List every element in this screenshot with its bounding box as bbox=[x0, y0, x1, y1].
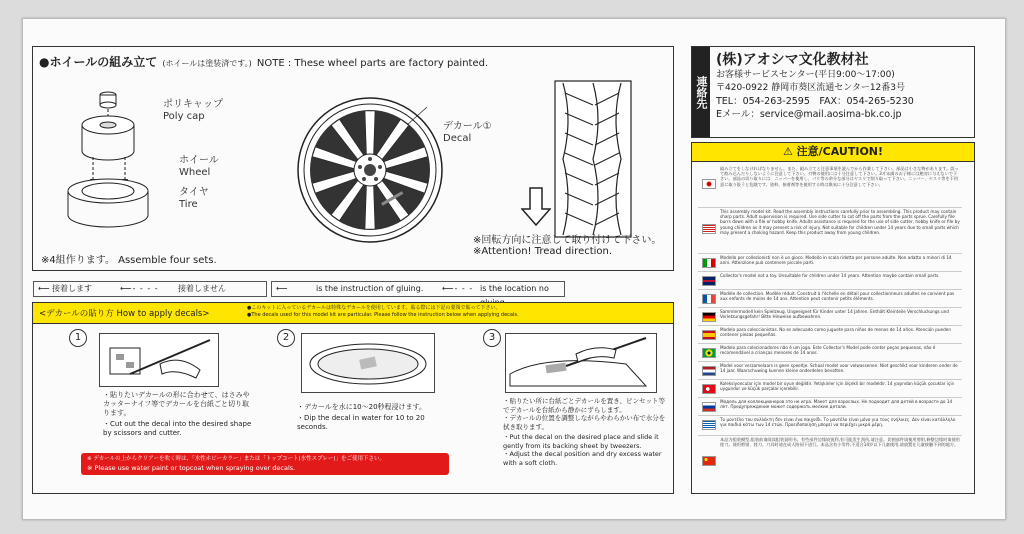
caution-text-ru: Модель для коллекционеров это не игра. Макет для взрослых. Не подходит для детей в возрасте до 14 лет. Предупреждение может содержать мелкие детали. bbox=[720, 399, 953, 410]
decal-header-bar bbox=[33, 303, 673, 324]
caution-row-jp bbox=[698, 165, 962, 205]
flag-france-icon bbox=[702, 294, 716, 304]
step-1-illustration bbox=[99, 333, 219, 387]
flag-russia-icon bbox=[702, 402, 716, 412]
noglue-label-jp: 接着しません bbox=[178, 284, 226, 293]
company-phone-fax: TEL：054-263-2595 FAX：054-265-5230 bbox=[716, 96, 914, 107]
caution-text-de: Sammlermodell kein Spielzeug. Ungeeignet für Kinder unter 14 Jahren. Enthält Kleinteile Verschluckungs und Verletzungsgefahr! Bitte Hinweise aufbewahren. bbox=[720, 309, 949, 320]
step-3-text-jp: ・貼りたい所に台紙ごとデカールを置き、ピンセット等でデカールを台紙から静かにずらします。 bbox=[503, 397, 665, 414]
caution-text-fr: Modèle de collection. Modèle réduit. Construit à l'échelle en détail pour collectionneurs adultes ne convient pas aux enfants de moins de 14 ans. Attention peut contenir petits éléments. bbox=[720, 291, 955, 302]
flag-turkey-icon bbox=[702, 384, 716, 394]
step-2-text-jp: ・デカールを水に10～20秒程浸けます。 bbox=[297, 403, 426, 411]
step-2-text-en: ・Dip the decal in water for 10 to 20 seconds. bbox=[297, 414, 425, 431]
topcoat-warning-banner bbox=[81, 453, 449, 475]
flag-uk-icon bbox=[702, 276, 716, 286]
contact-side-label bbox=[692, 47, 710, 137]
company-name: (株)アオシマ文化教材社 bbox=[716, 52, 869, 68]
caution-row-it bbox=[698, 253, 962, 272]
flag-netherlands-icon bbox=[702, 366, 716, 376]
noglue-label-en: is the location no bbox=[480, 284, 549, 293]
decal-header-note-jp: ●このキットに入っているデカールは特殊なデカールを使用しています。貼る際には下記の要領で貼って下さい。 bbox=[247, 305, 501, 311]
assembly-panel bbox=[32, 46, 674, 271]
step-1-number: 1 bbox=[69, 329, 87, 347]
step-3-number: 3 bbox=[483, 329, 501, 347]
wheel-front-drawing bbox=[295, 95, 445, 245]
flag-greece-icon bbox=[702, 420, 716, 430]
wheel-label-en: Wheel bbox=[179, 167, 211, 178]
assembly-note-jp: (ホイールは塗装済です。) bbox=[162, 59, 252, 68]
caution-row-en bbox=[698, 207, 962, 252]
caution-row-gb bbox=[698, 271, 962, 290]
caution-row-pt bbox=[698, 343, 962, 362]
assemble-four-sets-note: ※4組作ります。 Assemble four sets. bbox=[41, 255, 217, 266]
wheel-label-jp: ホイール bbox=[179, 155, 219, 166]
decal-label-jp: デカール① bbox=[443, 121, 492, 132]
caution-text-it: Modello per collezionisti non è un gioco. Modello in scala ridotta per persone adulte. Non adatto a minori di 14 anni. Attenzione può contenere piccole parti. bbox=[720, 255, 952, 266]
assembly-title: ●ホイールの組み立て bbox=[39, 55, 158, 69]
caution-text-en: This assembly model kit. Read the assembly instructions carefully prior to assembling. This product may contain sharp parts. Adult supervision is required. Use side cutter to cut off the parts from the parts sprue. Carefully file burrs down with a file or hobby knife. Adults assistance is required for the use of side cutter, hobby knife or file by young children as it may present a risk of injury. Not suitable for children under 14 years due to small parts which may present a choking hazard. Keep this product away from young children. bbox=[720, 209, 960, 235]
caution-row-nl bbox=[698, 361, 962, 380]
topcoat-warning-en: ※ Please use water paint or topcoat when spraying over decals. bbox=[87, 464, 296, 472]
step-2-illustration bbox=[301, 333, 435, 393]
caution-text-cn: 本品为组装模型,组装前请阅读组装说明书。有些部件边缘较锐利,有可能发生刮伤,请注意。切割部件请使用剪钳,修整边缘时请使用锉刀。使用剪钳、锉刀、刀具时请在成人陪同下进行。本品含有小零件,不适合14岁以下儿童使用,请放置在儿童接触不到的地方。 bbox=[720, 437, 960, 448]
flag-spain-icon bbox=[702, 330, 716, 340]
assembly-note-en: NOTE : These wheel parts are factory painted. bbox=[256, 58, 489, 69]
step-1-text-jp: ・貼りたいデカールの形に合わせて、はさみやカッターナイフ等でデカールを台紙ごと切り取ります。 bbox=[103, 391, 250, 417]
glue-label-jp: 接着します bbox=[52, 284, 92, 293]
topcoat-warning-jp: ※ デカールの上からクリアーを吹く時は、「水性ホビーカラー」または「トップコート(水性スプレー)」をご使用下さい。 bbox=[87, 456, 386, 462]
service-center: お客様サービスセンター(平日9:00～17:00) bbox=[716, 70, 895, 80]
step-2-number: 2 bbox=[277, 329, 295, 347]
tread-direction-arrow-icon bbox=[521, 187, 551, 227]
glue-legend-jp: ⟵ 接着します ⟵- - - - 接着しません bbox=[33, 281, 267, 297]
tread-direction-note-en: ※Attention! Tread direction. bbox=[473, 246, 613, 257]
contact-panel bbox=[691, 46, 975, 138]
caution-row-gr bbox=[698, 415, 962, 434]
sliding-decal-icon bbox=[506, 334, 656, 392]
tire-label-en: Tire bbox=[179, 199, 198, 210]
caution-row-es bbox=[698, 325, 962, 344]
step-3-text-jp-2: ・デカールの位置を調整しながらやわらかい布で水分を拭き取ります。 bbox=[503, 414, 666, 431]
decal-header-note-en: ●The decals used for this model kit are particular. Please follow the instruction below when applying decals. bbox=[247, 312, 519, 318]
caution-header bbox=[692, 143, 974, 162]
flag-germany-icon bbox=[702, 312, 716, 322]
caution-panel bbox=[691, 142, 975, 494]
flag-italy-icon bbox=[702, 258, 716, 268]
poly-cap-label-en: Poly cap bbox=[163, 111, 205, 122]
water-dish-icon bbox=[302, 334, 434, 392]
flag-usa-icon bbox=[702, 224, 716, 234]
decal-label-en: Decal bbox=[443, 133, 472, 144]
caution-text-tr: Koleksiyoncular için model bir oyun değildir. Yetişkinler için ölçekli bir modeldir. 14 yaşından küçük çocuklar için uygundur ve küçük parçalar içerebilir. bbox=[720, 381, 955, 392]
caution-text-gr: Το μοντέλο του συλλέκτη δεν είναι ένα παιχνίδι. Το μοντέλο είναι μόνο για τους ενήλικες. Δεν είναι κατάλληλο για παιδιά κάτω των 14 ετών. Προειδοποίηση μπορεί να περιέχει μικρά μέρη. bbox=[720, 417, 956, 428]
tread-direction-note-jp: ※回転方向に注意して取り付けて下さい。 bbox=[473, 235, 662, 246]
flag-japan-icon bbox=[702, 179, 716, 189]
caution-row-tr bbox=[698, 379, 962, 398]
contact-side-text: 連絡先 bbox=[695, 75, 708, 109]
tire-label-jp: タイヤ bbox=[179, 187, 209, 198]
caution-text-nl: Model voor verzamelaars is geen speeltje. Schaal model voor volwassenen. Niet geschikt voor kinderen onder de 14 jaar. Waarschuwing kunnen kleine onderdelen bevatten. bbox=[720, 363, 958, 374]
caution-title: ⚠ 注意/CAUTION! bbox=[782, 145, 884, 158]
instruction-sheet bbox=[22, 18, 1006, 520]
caution-row-fr bbox=[698, 289, 962, 308]
caution-text-jp: 組み立てをしなければなりません。また、組み立てと注意事項を読んでから作業して下さい。部品は小さな物があります。誤って飲み込んだりしないように注意して下さい。刃物の使用には十分注意して下さい。3才未満のお子様には絶対に与えないで下さい。部品の切り取りには、ニッパーを使用し、パリ等の余分な部分はヤスリで削り取って下さい。ニッパー、ヤスリ等を不用意に取り扱うと危険です。塗料、接着剤等を使用する時は換気に十分注意して下さい。 bbox=[720, 166, 959, 187]
step-3-text-en: ・Put the decal on the desired place and slide it gently from its backing sheet by tweezers. bbox=[503, 433, 659, 450]
glue-label-en: is the instruction of gluing. bbox=[316, 284, 424, 293]
caution-text-es: Modelo para coleccionistas. No es adecuado como juguete para niños de menos de 14 años. Atención pueden contener piezas pequeñas. bbox=[720, 327, 952, 338]
company-address: 〒420-0922 静岡市葵区流通センター12番3号 bbox=[716, 83, 906, 93]
caution-row-cn bbox=[698, 435, 962, 490]
glue-legend-en: ⟵ is the instruction of gluing. ⟵- - - is the location no bbox=[271, 281, 565, 297]
caution-text-gb: Collector's model not a toy. Unsuitable for children under 14 years. Attention maybe contain small parts. bbox=[720, 273, 940, 278]
decal-instructions-panel bbox=[32, 302, 674, 494]
step-3-illustration bbox=[505, 333, 657, 393]
decal-header-title: <デカールの貼り方 How to apply decals> bbox=[39, 309, 210, 319]
company-email: Eメール：service@mail.aosima-bk.co.jp bbox=[716, 109, 902, 120]
flag-china-icon bbox=[702, 456, 716, 466]
exploded-wheel-drawing bbox=[63, 83, 173, 233]
poly-cap-label-jp: ポリキャップ bbox=[163, 99, 223, 110]
step-3-text-en-2: ・Adjust the decal position and dry excess water with a soft cloth. bbox=[503, 450, 662, 467]
caution-row-ru bbox=[698, 397, 962, 416]
caution-row-de bbox=[698, 307, 962, 326]
step-1-text-en: ・Cut out the decal into the desired shape by scissors and cutter. bbox=[103, 420, 252, 437]
caution-text-pt: Modelo para colecionadores não é um jogo. Este Collector's Model pode conter peças pequenas, não é recomendável a crianças menores de 14 anos. bbox=[720, 345, 936, 356]
cutting-decal-icon bbox=[100, 334, 218, 386]
flag-brazil-icon bbox=[702, 348, 716, 358]
tire-tread-drawing bbox=[553, 79, 633, 239]
